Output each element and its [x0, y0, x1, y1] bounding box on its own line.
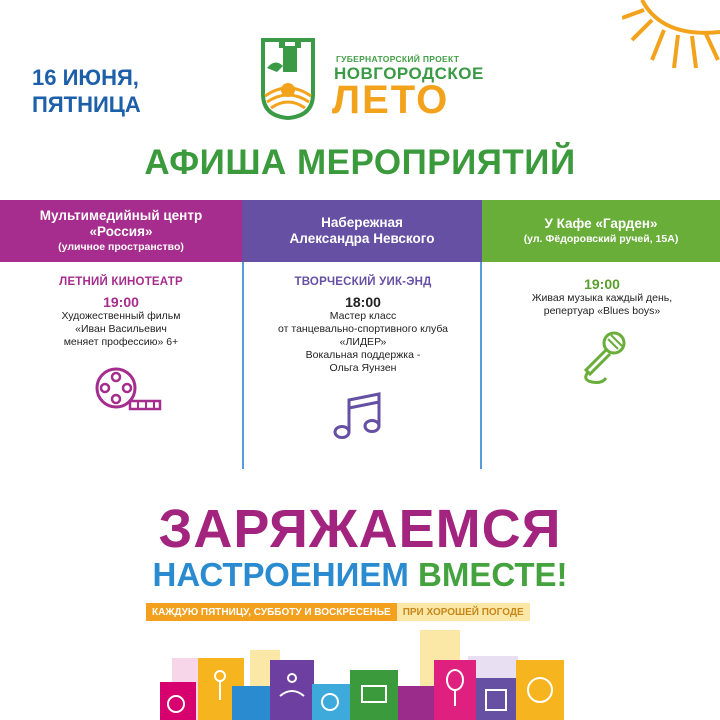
schedule-ribbon — [146, 603, 530, 621]
venue-header-garden — [482, 200, 720, 262]
event-desc-1: Художественный фильм — [61, 310, 181, 322]
event-desc-3: меняет профессию» 6+ — [63, 336, 179, 348]
event-desc-3: «ЛИДЕР» — [339, 336, 387, 348]
event-column-cafe — [484, 276, 720, 318]
stopwatch-tile — [160, 682, 196, 720]
event-desc-4: Вокальная поддержка - — [305, 349, 421, 361]
logo-subtitle: ГУБЕРНАТОРСКИЙ ПРОЕКТ — [336, 54, 460, 64]
event-desc-1: Живая музыка каждый день, — [531, 292, 673, 304]
venue-name-2: Александра Невского — [289, 231, 435, 246]
venue-name: Набережная — [321, 215, 403, 230]
cup-tile — [398, 686, 434, 720]
slogan-word-together: ВМЕСТЕ! — [418, 556, 568, 593]
event-time: 18:00 — [345, 294, 381, 310]
date-weekday: ПЯТНИЦА — [32, 92, 141, 117]
venue-name: У Кафе «Гарден» — [544, 216, 658, 231]
venue-header-embankment — [242, 200, 482, 262]
venue-address: (ул. Фёдоровский ручей, 15А) — [523, 233, 679, 245]
event-time: 19:00 — [103, 294, 139, 310]
event-desc-2: от танцевально-спортивного клуба — [278, 323, 448, 335]
event-desc-2: репертуар «Blues boys» — [543, 305, 661, 317]
event-section: ЛЕТНИЙ КИНОТЕАТР — [59, 276, 183, 288]
date-block — [32, 64, 141, 118]
microphone-icon — [578, 330, 628, 386]
event-section: ТВОРЧЕСКИЙ УИК-ЭНД — [294, 276, 432, 288]
event-column-cinema — [0, 276, 242, 349]
sun-icon — [622, 0, 720, 70]
slogan-line-1: ЗАРЯЖАЕМСЯ — [158, 499, 562, 559]
logo-emblem-icon — [257, 36, 319, 120]
slogan-word-mood: НАСТРОЕНИЕМ — [152, 556, 409, 593]
event-time: 19:00 — [584, 276, 620, 292]
venue-name-2: «Россия» — [89, 224, 153, 239]
activity-blocks — [0, 630, 720, 720]
event-desc-2: «Иван Васильевич — [75, 323, 167, 335]
music-tile — [476, 678, 516, 720]
venue-header-russia — [0, 200, 242, 262]
slogan-line-2 — [0, 557, 720, 593]
event-desc-1: Мастер класс — [329, 310, 397, 322]
event-column-weekend — [244, 276, 482, 375]
weather-note: ПРИ ХОРОШЕЙ ПОГОДЕ — [397, 603, 530, 621]
page-title: АФИША МЕРОПРИЯТИЙ — [144, 143, 576, 182]
film-reel-icon — [94, 365, 164, 411]
venue-name: Мультимедийный центр — [39, 208, 203, 223]
film-tile — [350, 670, 398, 720]
ball-tile — [516, 660, 564, 720]
person-tile — [232, 686, 272, 720]
venue-note: (уличное пространство) — [58, 241, 184, 253]
schedule-days: КАЖДУЮ ПЯТНИЦУ, СУББОТУ И ВОСКРЕСЕНЬЕ — [146, 603, 397, 621]
logo-region: НОВГОРОДСКОЕ — [334, 64, 484, 83]
event-desc-5: Ольга Яунзен — [329, 362, 397, 374]
logo-title: ЛЕТО — [332, 78, 450, 122]
music-note-icon — [332, 392, 384, 442]
date-day: 16 ИЮНЯ, — [32, 65, 139, 90]
palette-tile — [312, 684, 350, 720]
